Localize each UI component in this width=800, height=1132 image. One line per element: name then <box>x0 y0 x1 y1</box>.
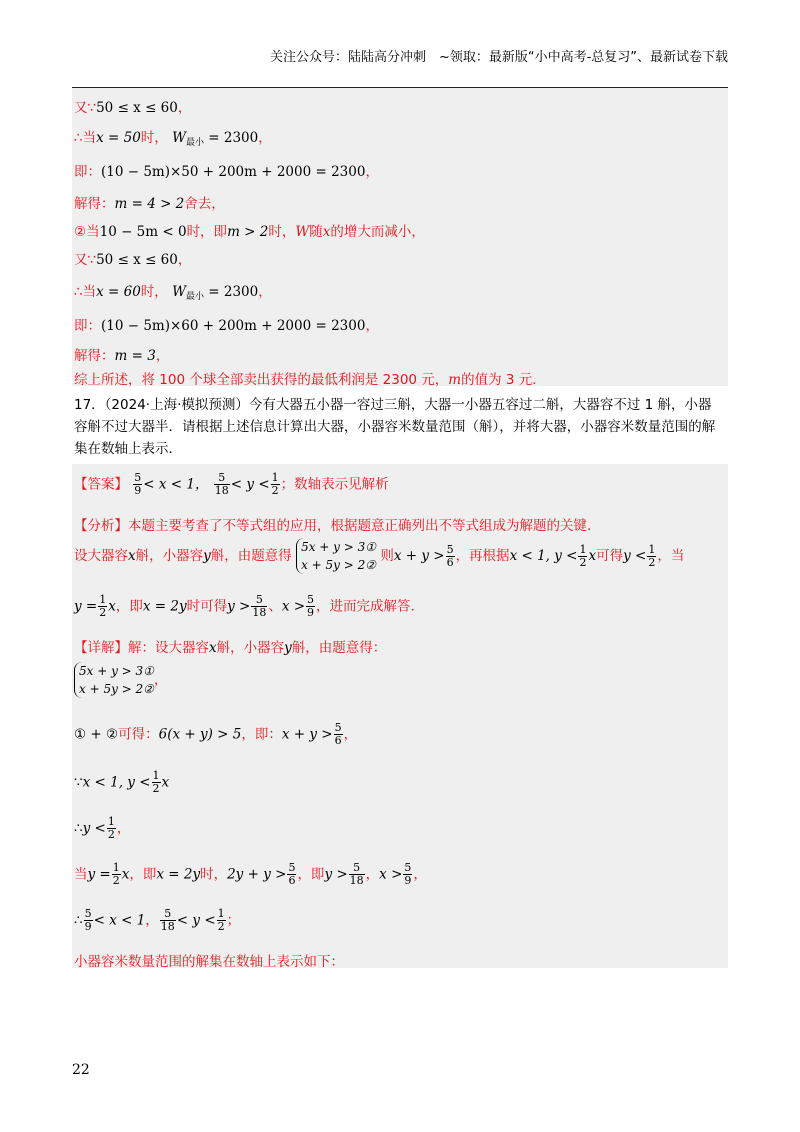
detail-line-1: 【详解】解：设大器容x斛，小器容y斛，由题意得： <box>74 640 387 656</box>
detail-step-6: 小器容米数量范围的解集在数轴上表示如下： <box>74 954 344 970</box>
detail-system: 5x + y > 3① x + 5y > 2② ， <box>74 662 167 698</box>
detail-step-5: ∴ $\frac{5}{9}$ < x < 1， $\frac{5}{18}$ < y < $\frac{1}{2}$ ； <box>74 907 241 933</box>
inequality-system: 5x + y > 3① x + 5y > 2② <box>296 538 376 574</box>
line-7: ∴当x = 60时， $W_{最小} = 2300$， <box>74 284 272 302</box>
detail-step-2: ∵x < 1, y < $\frac{1}{2}$ x <box>74 769 170 795</box>
analysis-line-2: 设大器容x斛，小器容y斛，由题意得 5x + y > 3① x + 5y > 2② 则x + y > $\frac{5}{6}$ ，再根据x < 1, y < $\frac{1}{2}$ x可得y < $\frac{1}{2}$ ，当 <box>74 540 685 572</box>
page-number: 22 <box>72 1062 90 1078</box>
line-1: 又∵50 ≤ x ≤ 60， <box>74 100 192 116</box>
line-5: ②当10 − 5m < 0时，即m > 2时，W随x的增大而减小， <box>74 224 425 240</box>
line-3: 即：(10 − 5m)×50 + 200m + 2000 = 2300， <box>74 164 379 180</box>
question-17: 17．（2024·上海·模拟预测）今有大器五小器一容过三斛，大器一小器五容过二斛，大器容不过 1 斛，小器容斛不过大器半．请根据上述信息计算出大器，小器容米数量范围（斛），并将大器，小器容米数量范围的解集在数轴上表示． <box>74 397 716 457</box>
analysis-line-3: y = $\frac{1}{2}$ x，即x = 2y时可得y > $\frac{5}{18}$ 、x > $\frac{5}{9}$ ，进而完成解答． <box>74 593 425 619</box>
analysis-line-1: 【分析】本题主要考查了不等式组的应用，根据题意正确列出不等式组成为解题的关键． <box>74 518 601 534</box>
line-8: 即：(10 − 5m)×60 + 200m + 2000 = 2300， <box>74 318 379 334</box>
detail-step-3: ∴y < $\frac{1}{2}$ ， <box>74 815 131 841</box>
line-10: 综上所述，将 100 个球全部卖出获得的最低利润是 2300 元，m的值为 3 元． <box>74 372 546 388</box>
page-header: 关注公众号：陆陆高分冲刺 ~领取：最新版“小中高考-总复习”、最新试卷下载 <box>269 50 728 65</box>
line-6: 又∵50 ≤ x ≤ 60， <box>74 252 192 268</box>
detail-step-1: ① + ②可得：6(x + y) > 5，即：x + y > $\frac{5}{6}$ ， <box>74 721 358 747</box>
line-9: 解得：m = 3， <box>74 348 170 364</box>
line-4: 解得：m = 4 > 2舍去， <box>74 196 225 212</box>
line-2: ∴当x = 50时， $W_{最小} = 2300$， <box>74 130 272 148</box>
detail-step-4: 当y = $\frac{1}{2}$ x，即x = 2y时，2y + y > $\frac{5}{6}$ ，即y > $\frac{5}{18}$ ，x > $\frac{5}{9}$ ， <box>74 861 427 887</box>
answer-line: 【答案】 $\frac{5}{9}$ < x < 1， $\frac{5}{18}$ < y < $\frac{1}{2}$ ；数轴表示见解析 <box>74 471 389 497</box>
